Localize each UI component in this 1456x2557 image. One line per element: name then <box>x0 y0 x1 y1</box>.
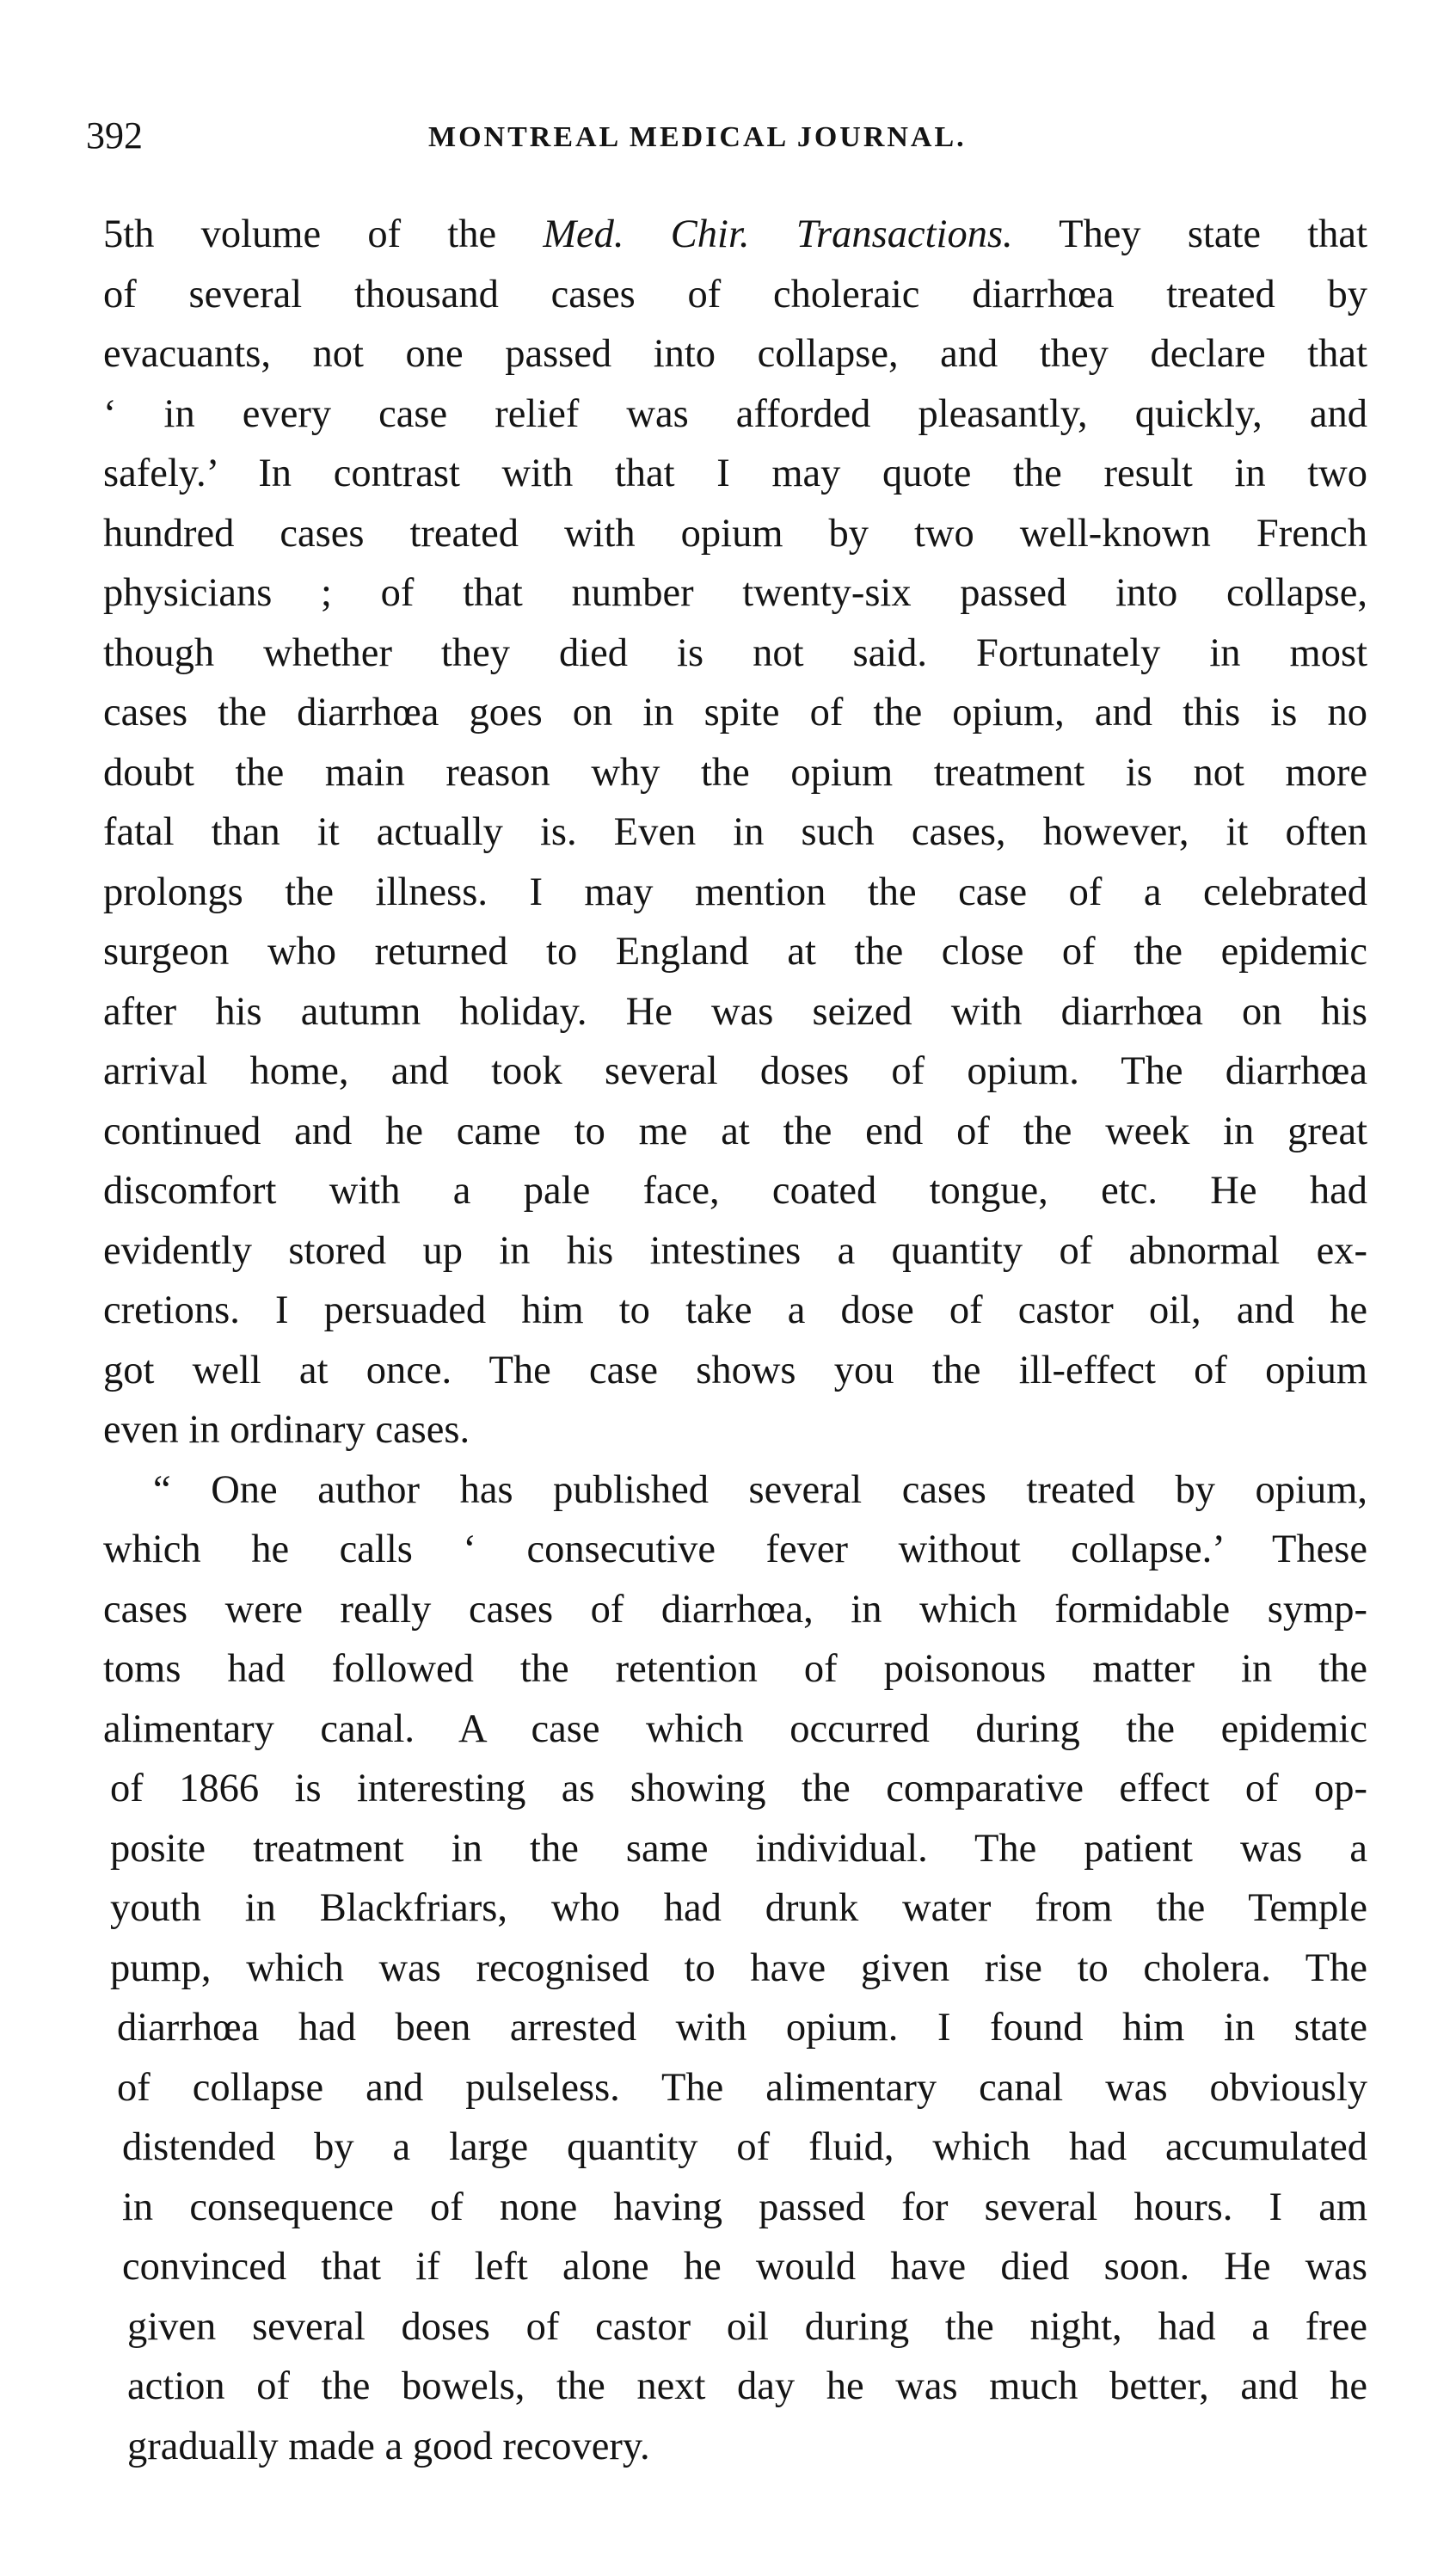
text-line: hundred cases treated with opium by two well-known French <box>103 511 1367 556</box>
text-line: doubt the main reason why the opium treatment is not more <box>103 750 1367 795</box>
text-line: diarrhœa had been arrested with opium. I found him in state <box>117 2006 1367 2050</box>
text-line: got well at once. The case shows you the ill-effect of opium <box>103 1348 1367 1392</box>
text-line: “ One author has published several cases treated by opium, <box>153 1467 1367 1512</box>
text-line: toms had followed the retention of poisonous matter in the <box>103 1647 1367 1691</box>
text-line: evacuants, not one passed into collapse, and they declare that <box>103 332 1367 376</box>
page-header <box>86 110 1376 170</box>
text-line: discomfort with a pale face, coated tongue, etc. He had <box>103 1169 1367 1213</box>
text-line: of several thousand cases of choleraic diarrhœa treated by <box>103 272 1367 317</box>
text-line: even in ordinary cases. <box>103 1408 470 1452</box>
text-line <box>103 205 1367 265</box>
text-line: gradually made a good recovery. <box>127 2424 650 2468</box>
text-span: They state that <box>1059 212 1367 256</box>
text-line: of 1866 is interesting as showing the comparative effect of op- <box>110 1767 1367 1810</box>
italic-title: Med. Chir. Transactions. <box>543 212 1013 256</box>
text-line: youth in Blackfriars, who had drunk water from the Temple <box>110 1886 1367 1930</box>
text-line: prolongs the illness. I may mention the case of a celebrated <box>103 870 1367 914</box>
text-line: action of the bowels, the next day he was much better, and he <box>127 2364 1367 2408</box>
text-line: which he calls ‘ consecutive fever without collapse.’ These <box>103 1527 1367 1571</box>
text-line: cretions. I persuaded him to take a dose of castor oil, and he <box>103 1288 1367 1332</box>
running-head: MONTREAL MEDICAL JOURNAL. <box>428 121 967 153</box>
text-line: ‘ in every case relief was afforded pleasantly, quickly, and <box>103 391 1367 436</box>
text-line: continued and he came to me at the end of the week in great <box>103 1109 1367 1153</box>
text-line: after his autumn holiday. He was seized with diarrhœa on his <box>103 989 1367 1034</box>
text-line: pump, which was recognised to have given rise to cholera. The <box>110 1945 1367 1990</box>
text-line: convinced that if left alone he would have died soon. He was <box>122 2245 1367 2289</box>
text-line: fatal than it actually is. Even in such cases, however, it often <box>103 810 1367 854</box>
text-line: distended by a large quantity of fluid, which had accumulated <box>122 2125 1367 2169</box>
text-line: cases were really cases of diarrhœa, in which formidable symp- <box>103 1587 1367 1632</box>
text-line: cases the diarrhœa goes on in spite of the opium, and this is no <box>103 691 1367 735</box>
body-text <box>103 205 1367 2476</box>
text-line: alimentary canal. A case which occurred during the epidemic <box>103 1706 1367 1751</box>
text-span: 5th volume of the <box>103 212 497 256</box>
text-line: arrival home, and took several doses of opium. The diarrhœa <box>103 1049 1367 1093</box>
text-line: given several doses of castor oil during the night, had a free <box>127 2304 1367 2349</box>
text-line: surgeon who returned to England at the close of the epidemic <box>103 930 1367 974</box>
text-line: in consequence of none having passed for several hours. I am <box>122 2185 1367 2229</box>
text-line: posite treatment in the same individual. The patient was a <box>110 1826 1367 1871</box>
text-line: of collapse and pulseless. The alimentary canal was obviously <box>117 2065 1367 2110</box>
text-line: safely.’ In contrast with that I may quote the result in two <box>103 452 1367 495</box>
page-number: 392 <box>86 114 143 157</box>
text-line: evidently stored up in his intestines a quantity of abnormal ex- <box>103 1228 1367 1273</box>
text-line: physicians ; of that number twenty-six passed into collapse, <box>103 571 1367 615</box>
text-line: though whether they died is not said. Fortunately in most <box>103 630 1367 675</box>
